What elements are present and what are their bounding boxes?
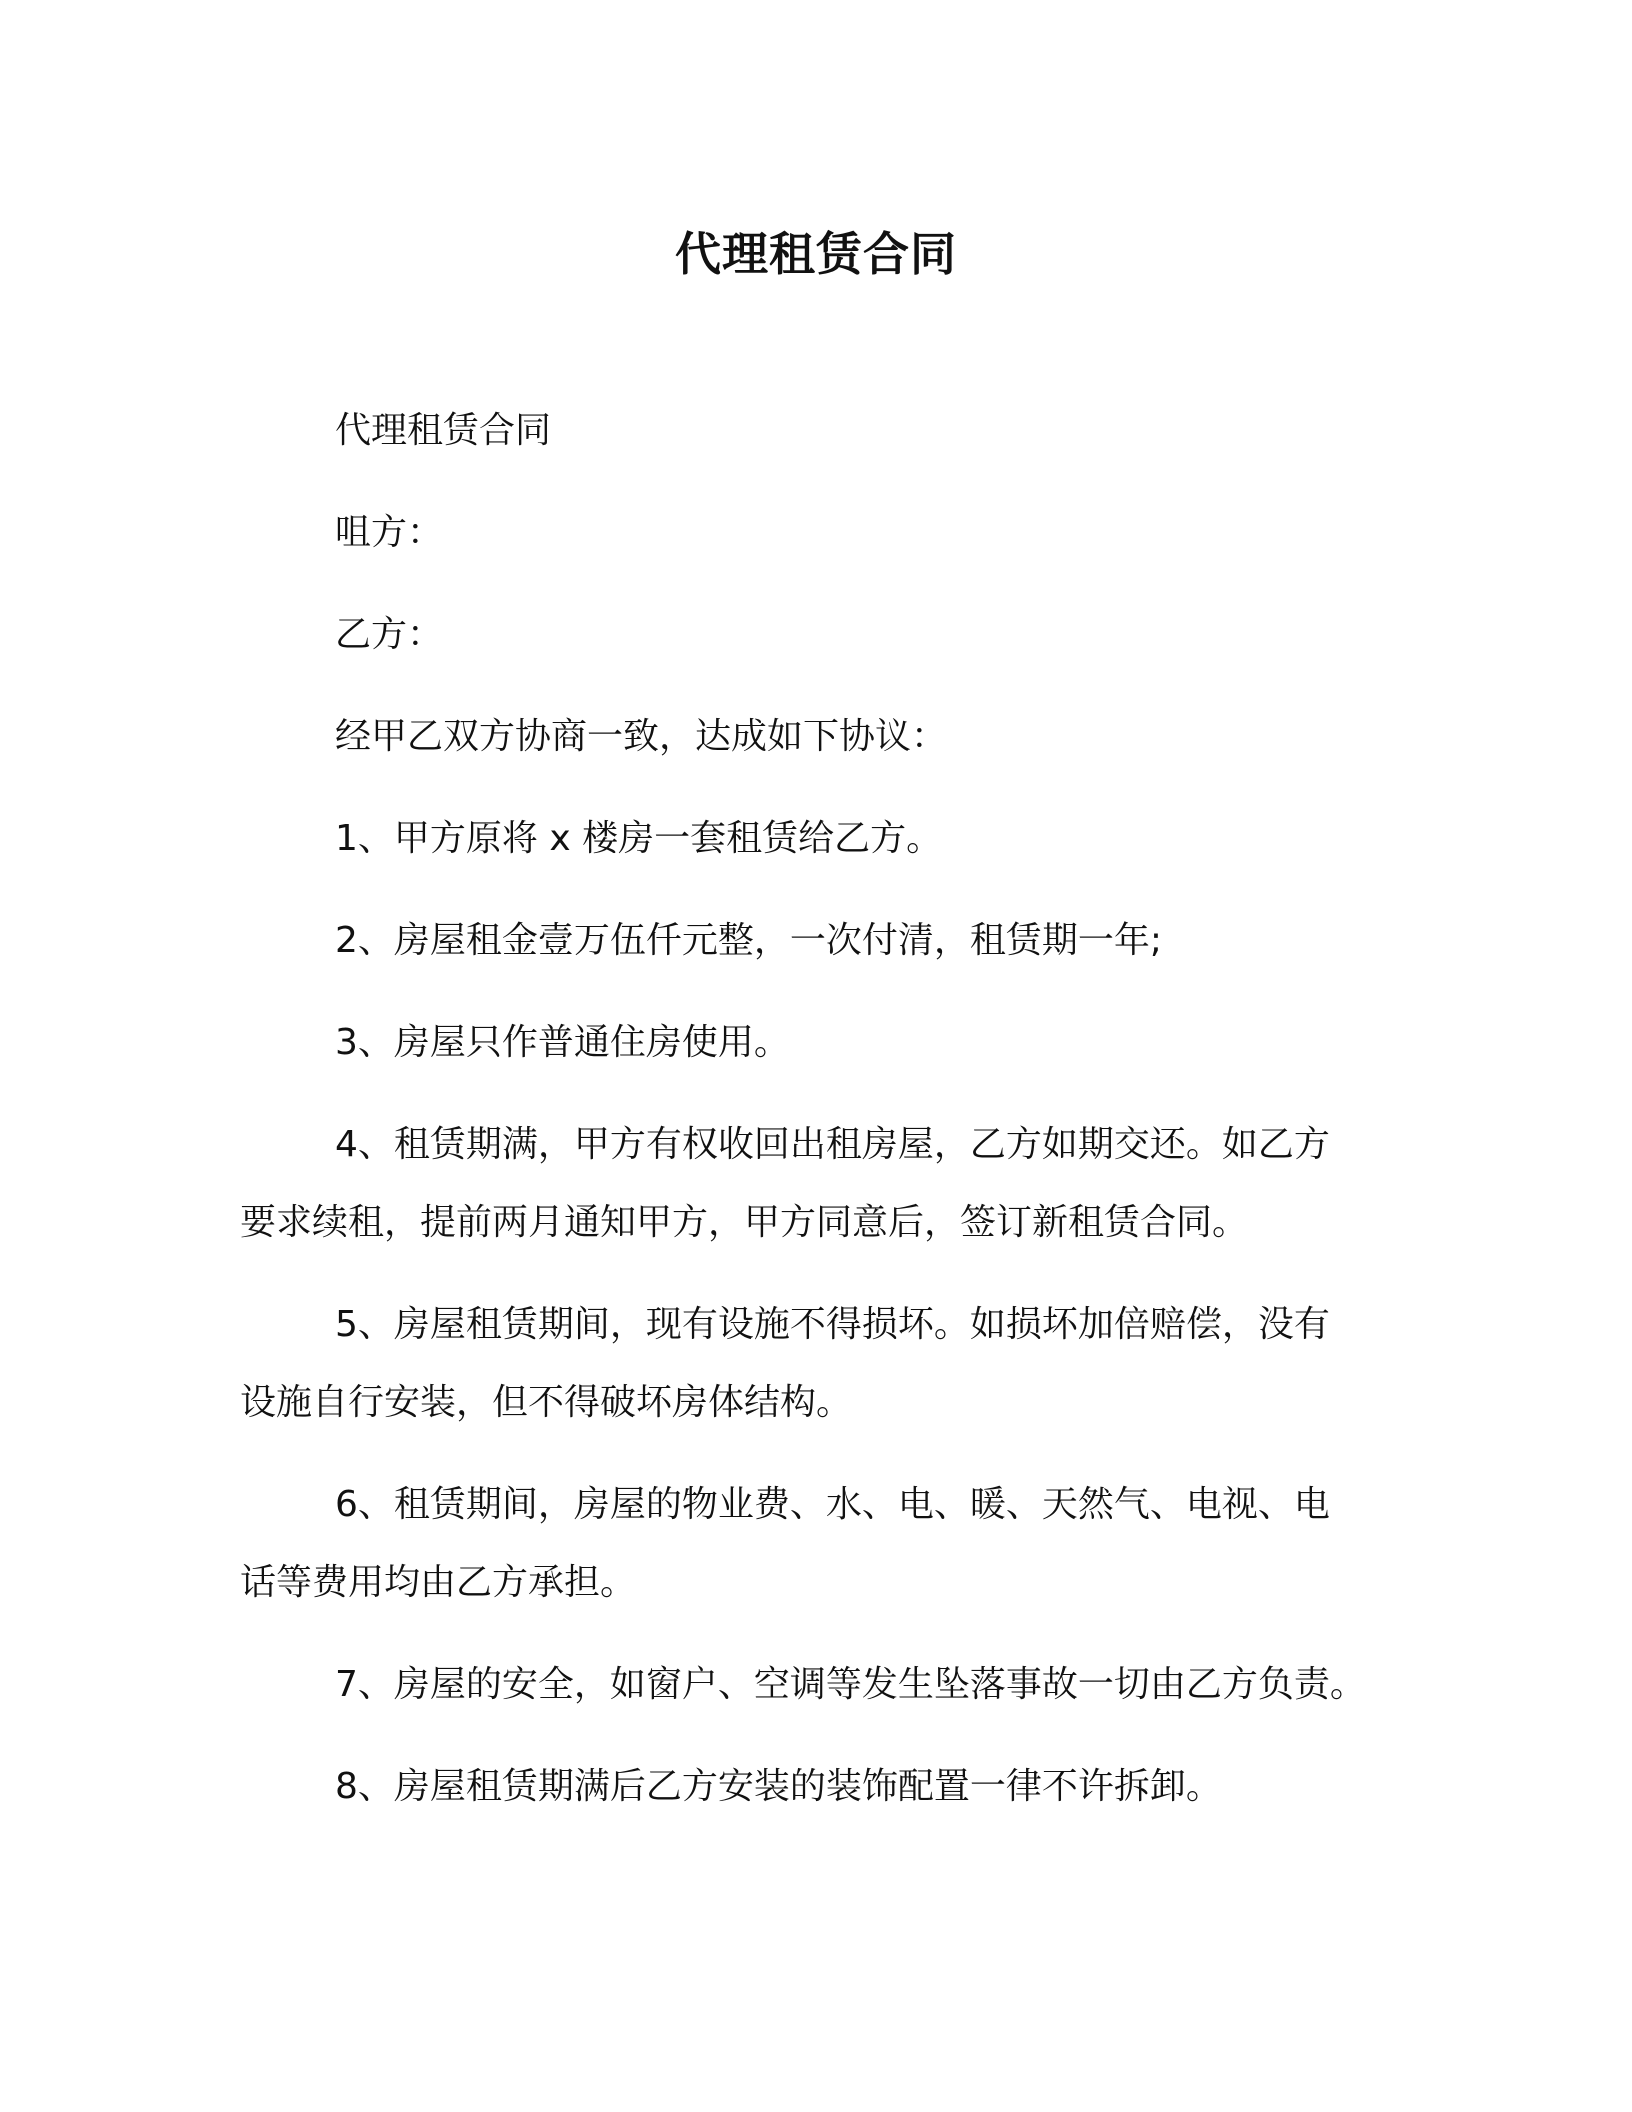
party-a-line: 咀方： xyxy=(335,512,444,553)
clause-6-line-2: 话等费用均由乙方承担。 xyxy=(240,1562,637,1603)
heading-repeat: 代理租赁合同 xyxy=(335,410,552,451)
clause-8: 8、房屋租赁期满后乙方安装的装饰配置一律不许拆卸。 xyxy=(335,1766,1222,1807)
clause-2: 2、房屋租金壹万伍仟元整，一次付清，租赁期一年; xyxy=(335,920,1163,961)
clause-3: 3、房屋只作普通住房使用。 xyxy=(335,1022,790,1063)
clause-1: 1、甲方原将 x 楼房一套租赁给乙方。 xyxy=(335,818,943,859)
clause-7: 7、房屋的安全，如窗户、空调等发生坠落事故一切由乙方负责。 xyxy=(335,1664,1366,1705)
clause-4-line-1: 4、租赁期满，甲方有权收回出租房屋，乙方如期交还。如乙方 xyxy=(335,1124,1330,1165)
clause-5-line-2: 设施自行安装，但不得破坏房体结构。 xyxy=(240,1382,853,1423)
party-b-line: 乙方： xyxy=(335,614,444,655)
agreement-intro: 经甲乙双方协商一致，达成如下协议： xyxy=(335,716,948,757)
clause-6-line-1: 6、租赁期间，房屋的物业费、水、电、暖、天然气、电视、电 xyxy=(335,1484,1330,1525)
document-title: 代理租赁合同 xyxy=(675,227,957,281)
clause-4-line-2: 要求续租，提前两月通知甲方，甲方同意后，签订新租赁合同。 xyxy=(240,1202,1249,1243)
clause-5-line-1: 5、房屋租赁期间，现有设施不得损坏。如损坏加倍赔偿，没有 xyxy=(335,1304,1330,1345)
